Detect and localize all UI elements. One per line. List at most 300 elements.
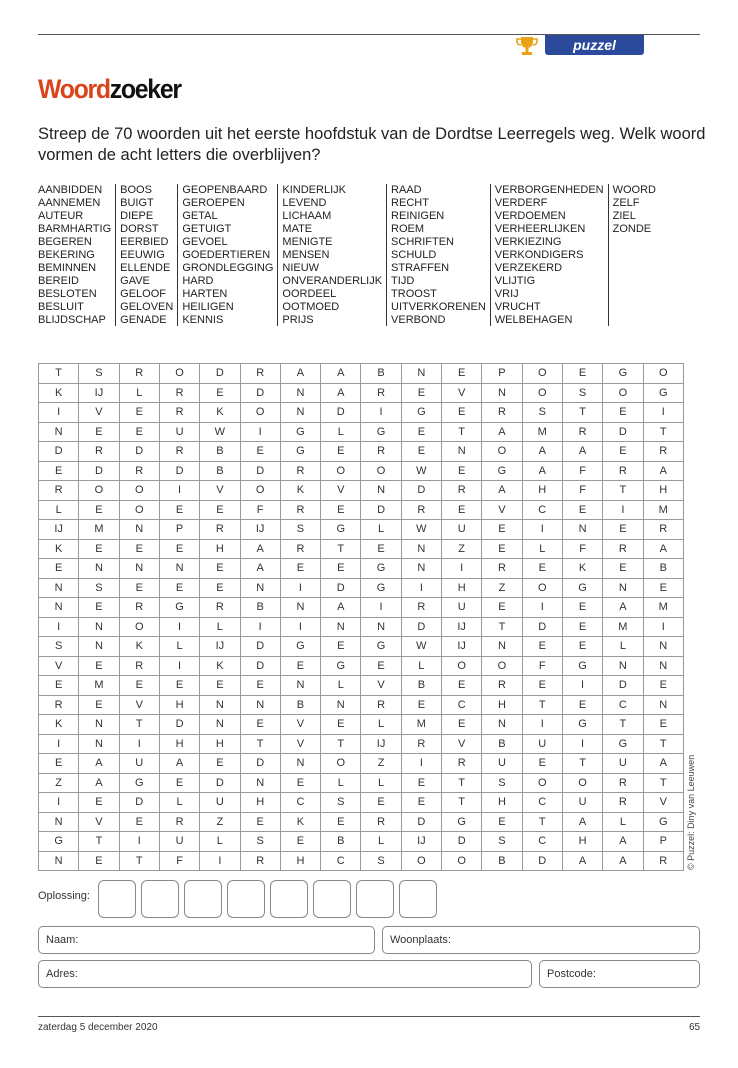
grid-cell[interactable]: I bbox=[401, 754, 441, 774]
grid-cell[interactable]: E bbox=[401, 793, 441, 813]
grid-cell[interactable]: R bbox=[603, 773, 643, 793]
grid-cell[interactable]: A bbox=[321, 364, 361, 384]
grid-cell[interactable]: O bbox=[119, 617, 159, 637]
grid-cell[interactable]: E bbox=[522, 754, 562, 774]
grid-cell[interactable]: E bbox=[321, 442, 361, 462]
grid-cell[interactable]: A bbox=[643, 461, 683, 481]
grid-cell[interactable]: D bbox=[240, 754, 280, 774]
grid-cell[interactable]: E bbox=[562, 617, 602, 637]
grid-cell[interactable]: H bbox=[482, 695, 522, 715]
grid-cell[interactable]: I bbox=[643, 403, 683, 423]
grid-cell[interactable]: E bbox=[280, 656, 320, 676]
grid-cell[interactable]: V bbox=[79, 403, 119, 423]
grid-cell[interactable]: H bbox=[482, 793, 522, 813]
grid-cell[interactable]: N bbox=[39, 598, 79, 618]
address-field[interactable] bbox=[38, 960, 532, 988]
grid-cell[interactable]: Z bbox=[200, 812, 240, 832]
grid-cell[interactable]: N bbox=[240, 578, 280, 598]
grid-cell[interactable]: L bbox=[603, 637, 643, 657]
grid-cell[interactable]: D bbox=[401, 481, 441, 501]
grid-cell[interactable]: R bbox=[401, 734, 441, 754]
city-field[interactable] bbox=[382, 926, 700, 954]
grid-cell[interactable]: D bbox=[603, 676, 643, 696]
grid-cell[interactable]: G bbox=[119, 773, 159, 793]
grid-cell[interactable]: E bbox=[79, 539, 119, 559]
grid-cell[interactable]: N bbox=[79, 559, 119, 579]
grid-cell[interactable]: E bbox=[240, 812, 280, 832]
grid-cell[interactable]: R bbox=[361, 383, 401, 403]
grid-cell[interactable]: Z bbox=[482, 578, 522, 598]
grid-cell[interactable]: I bbox=[361, 598, 401, 618]
grid-cell[interactable]: E bbox=[200, 676, 240, 696]
grid-cell[interactable]: G bbox=[280, 422, 320, 442]
grid-cell[interactable]: T bbox=[119, 715, 159, 735]
grid-cell[interactable]: K bbox=[562, 559, 602, 579]
grid-cell[interactable]: D bbox=[79, 461, 119, 481]
grid-cell[interactable]: I bbox=[361, 403, 401, 423]
grid-cell[interactable]: L bbox=[603, 812, 643, 832]
grid-cell[interactable]: H bbox=[562, 832, 602, 852]
grid-cell[interactable]: L bbox=[361, 773, 401, 793]
grid-cell[interactable]: R bbox=[482, 676, 522, 696]
grid-cell[interactable]: E bbox=[280, 773, 320, 793]
grid-cell[interactable]: Z bbox=[39, 773, 79, 793]
name-field[interactable] bbox=[38, 926, 375, 954]
grid-cell[interactable]: O bbox=[643, 364, 683, 384]
grid-cell[interactable]: C bbox=[522, 832, 562, 852]
grid-cell[interactable]: L bbox=[159, 793, 199, 813]
grid-cell[interactable]: E bbox=[79, 598, 119, 618]
grid-cell[interactable]: D bbox=[522, 617, 562, 637]
grid-cell[interactable]: E bbox=[119, 676, 159, 696]
grid-cell[interactable]: H bbox=[159, 695, 199, 715]
grid-cell[interactable]: A bbox=[321, 598, 361, 618]
grid-cell[interactable]: T bbox=[442, 422, 482, 442]
grid-cell[interactable]: O bbox=[442, 851, 482, 871]
grid-cell[interactable]: T bbox=[603, 715, 643, 735]
grid-cell[interactable]: R bbox=[119, 364, 159, 384]
grid-cell[interactable]: R bbox=[643, 520, 683, 540]
grid-cell[interactable]: A bbox=[240, 539, 280, 559]
grid-cell[interactable]: I bbox=[39, 793, 79, 813]
grid-cell[interactable]: E bbox=[522, 559, 562, 579]
grid-cell[interactable]: V bbox=[321, 481, 361, 501]
grid-cell[interactable]: H bbox=[643, 481, 683, 501]
grid-cell[interactable]: L bbox=[39, 500, 79, 520]
grid-cell[interactable]: N bbox=[562, 520, 602, 540]
grid-cell[interactable]: T bbox=[522, 812, 562, 832]
grid-cell[interactable]: E bbox=[603, 520, 643, 540]
grid-cell[interactable]: R bbox=[562, 422, 602, 442]
grid-cell[interactable]: N bbox=[603, 656, 643, 676]
grid-cell[interactable]: IJ bbox=[442, 617, 482, 637]
grid-cell[interactable]: O bbox=[79, 481, 119, 501]
grid-cell[interactable]: R bbox=[442, 481, 482, 501]
grid-cell[interactable]: V bbox=[39, 656, 79, 676]
grid-cell[interactable]: W bbox=[200, 422, 240, 442]
grid-cell[interactable]: E bbox=[39, 754, 79, 774]
grid-cell[interactable]: R bbox=[603, 539, 643, 559]
grid-cell[interactable]: E bbox=[119, 422, 159, 442]
grid-cell[interactable]: I bbox=[240, 422, 280, 442]
grid-cell[interactable]: E bbox=[442, 364, 482, 384]
solution-box[interactable] bbox=[399, 880, 437, 918]
grid-cell[interactable]: M bbox=[522, 422, 562, 442]
grid-cell[interactable]: T bbox=[321, 539, 361, 559]
grid-cell[interactable]: V bbox=[643, 793, 683, 813]
grid-cell[interactable]: I bbox=[280, 578, 320, 598]
grid-cell[interactable]: U bbox=[442, 598, 482, 618]
grid-cell[interactable]: N bbox=[280, 403, 320, 423]
grid-cell[interactable]: D bbox=[240, 461, 280, 481]
grid-cell[interactable]: T bbox=[603, 481, 643, 501]
grid-cell[interactable]: O bbox=[562, 773, 602, 793]
grid-cell[interactable]: E bbox=[321, 500, 361, 520]
grid-cell[interactable]: L bbox=[321, 422, 361, 442]
grid-cell[interactable]: F bbox=[562, 539, 602, 559]
grid-cell[interactable]: S bbox=[522, 403, 562, 423]
grid-cell[interactable]: M bbox=[603, 617, 643, 637]
grid-cell[interactable]: V bbox=[79, 812, 119, 832]
grid-cell[interactable]: R bbox=[361, 812, 401, 832]
grid-cell[interactable]: G bbox=[401, 403, 441, 423]
grid-cell[interactable]: IJ bbox=[361, 734, 401, 754]
grid-cell[interactable]: B bbox=[482, 734, 522, 754]
grid-cell[interactable]: N bbox=[401, 364, 441, 384]
grid-cell[interactable]: S bbox=[562, 383, 602, 403]
grid-cell[interactable]: T bbox=[482, 617, 522, 637]
grid-cell[interactable]: E bbox=[482, 812, 522, 832]
grid-cell[interactable]: B bbox=[240, 598, 280, 618]
grid-cell[interactable]: N bbox=[321, 617, 361, 637]
grid-cell[interactable]: D bbox=[200, 364, 240, 384]
grid-cell[interactable]: S bbox=[39, 637, 79, 657]
grid-cell[interactable]: F bbox=[522, 656, 562, 676]
grid-cell[interactable]: K bbox=[39, 383, 79, 403]
grid-cell[interactable]: V bbox=[280, 715, 320, 735]
grid-cell[interactable]: K bbox=[280, 812, 320, 832]
grid-cell[interactable]: R bbox=[200, 598, 240, 618]
grid-cell[interactable]: K bbox=[200, 403, 240, 423]
grid-cell[interactable]: K bbox=[200, 656, 240, 676]
grid-cell[interactable]: Z bbox=[361, 754, 401, 774]
grid-cell[interactable]: B bbox=[321, 832, 361, 852]
grid-cell[interactable]: B bbox=[200, 461, 240, 481]
grid-cell[interactable]: T bbox=[119, 851, 159, 871]
grid-cell[interactable]: S bbox=[79, 578, 119, 598]
grid-cell[interactable]: C bbox=[522, 500, 562, 520]
grid-cell[interactable]: I bbox=[39, 734, 79, 754]
grid-cell[interactable]: N bbox=[79, 715, 119, 735]
grid-cell[interactable]: L bbox=[321, 773, 361, 793]
grid-cell[interactable]: I bbox=[119, 734, 159, 754]
grid-cell[interactable]: E bbox=[603, 442, 643, 462]
grid-cell[interactable]: R bbox=[79, 442, 119, 462]
grid-cell[interactable]: I bbox=[39, 403, 79, 423]
grid-cell[interactable]: E bbox=[442, 403, 482, 423]
grid-cell[interactable]: G bbox=[39, 832, 79, 852]
grid-cell[interactable]: N bbox=[159, 559, 199, 579]
grid-cell[interactable]: N bbox=[482, 383, 522, 403]
grid-cell[interactable]: N bbox=[79, 617, 119, 637]
grid-cell[interactable]: E bbox=[361, 539, 401, 559]
grid-cell[interactable]: U bbox=[603, 754, 643, 774]
grid-cell[interactable]: K bbox=[39, 715, 79, 735]
grid-cell[interactable]: N bbox=[280, 676, 320, 696]
grid-cell[interactable]: F bbox=[240, 500, 280, 520]
grid-cell[interactable]: C bbox=[321, 851, 361, 871]
grid-cell[interactable]: IJ bbox=[39, 520, 79, 540]
grid-cell[interactable]: I bbox=[159, 481, 199, 501]
grid-cell[interactable]: O bbox=[240, 481, 280, 501]
grid-cell[interactable]: N bbox=[643, 695, 683, 715]
grid-cell[interactable]: O bbox=[603, 383, 643, 403]
grid-cell[interactable]: R bbox=[482, 403, 522, 423]
grid-cell[interactable]: A bbox=[79, 773, 119, 793]
grid-cell[interactable]: S bbox=[361, 851, 401, 871]
grid-cell[interactable]: O bbox=[321, 461, 361, 481]
grid-cell[interactable]: H bbox=[159, 734, 199, 754]
grid-cell[interactable]: L bbox=[119, 383, 159, 403]
grid-cell[interactable]: N bbox=[119, 559, 159, 579]
grid-cell[interactable]: D bbox=[603, 422, 643, 442]
grid-cell[interactable]: O bbox=[119, 500, 159, 520]
grid-cell[interactable]: A bbox=[482, 481, 522, 501]
grid-cell[interactable]: E bbox=[401, 383, 441, 403]
grid-cell[interactable]: R bbox=[159, 442, 199, 462]
grid-cell[interactable]: M bbox=[79, 676, 119, 696]
grid-cell[interactable]: B bbox=[280, 695, 320, 715]
grid-cell[interactable]: R bbox=[280, 500, 320, 520]
grid-cell[interactable]: O bbox=[482, 442, 522, 462]
grid-cell[interactable]: O bbox=[482, 656, 522, 676]
grid-cell[interactable]: T bbox=[321, 734, 361, 754]
grid-cell[interactable]: V bbox=[442, 383, 482, 403]
grid-cell[interactable]: U bbox=[482, 754, 522, 774]
grid-cell[interactable]: E bbox=[442, 500, 482, 520]
grid-cell[interactable]: E bbox=[643, 715, 683, 735]
grid-cell[interactable]: R bbox=[240, 851, 280, 871]
grid-cell[interactable]: O bbox=[522, 578, 562, 598]
grid-cell[interactable]: E bbox=[401, 442, 441, 462]
grid-cell[interactable]: D bbox=[159, 715, 199, 735]
grid-cell[interactable]: A bbox=[562, 442, 602, 462]
grid-cell[interactable]: U bbox=[200, 793, 240, 813]
grid-cell[interactable]: F bbox=[562, 461, 602, 481]
grid-cell[interactable]: V bbox=[361, 676, 401, 696]
grid-cell[interactable]: E bbox=[562, 695, 602, 715]
grid-cell[interactable]: G bbox=[361, 422, 401, 442]
grid-cell[interactable]: IJ bbox=[442, 637, 482, 657]
grid-cell[interactable]: E bbox=[200, 578, 240, 598]
grid-cell[interactable]: R bbox=[39, 481, 79, 501]
grid-cell[interactable]: A bbox=[603, 598, 643, 618]
grid-cell[interactable]: E bbox=[522, 676, 562, 696]
grid-cell[interactable]: L bbox=[200, 832, 240, 852]
grid-cell[interactable]: E bbox=[643, 578, 683, 598]
grid-cell[interactable]: K bbox=[280, 481, 320, 501]
grid-cell[interactable]: K bbox=[39, 539, 79, 559]
grid-cell[interactable]: D bbox=[401, 617, 441, 637]
grid-cell[interactable]: D bbox=[442, 832, 482, 852]
grid-cell[interactable]: R bbox=[159, 812, 199, 832]
grid-cell[interactable]: E bbox=[643, 676, 683, 696]
grid-cell[interactable]: C bbox=[280, 793, 320, 813]
grid-cell[interactable]: A bbox=[522, 442, 562, 462]
grid-cell[interactable]: D bbox=[119, 442, 159, 462]
grid-cell[interactable]: N bbox=[200, 715, 240, 735]
grid-cell[interactable]: V bbox=[119, 695, 159, 715]
grid-cell[interactable]: D bbox=[522, 851, 562, 871]
grid-cell[interactable]: W bbox=[401, 637, 441, 657]
grid-cell[interactable]: H bbox=[200, 539, 240, 559]
grid-cell[interactable]: D bbox=[361, 500, 401, 520]
grid-cell[interactable]: R bbox=[603, 461, 643, 481]
grid-cell[interactable]: E bbox=[39, 559, 79, 579]
grid-cell[interactable]: I bbox=[522, 598, 562, 618]
grid-cell[interactable]: E bbox=[240, 715, 280, 735]
grid-cell[interactable]: A bbox=[280, 364, 320, 384]
grid-cell[interactable]: E bbox=[200, 500, 240, 520]
grid-cell[interactable]: N bbox=[482, 715, 522, 735]
grid-cell[interactable]: E bbox=[401, 695, 441, 715]
grid-cell[interactable]: IJ bbox=[401, 832, 441, 852]
grid-cell[interactable]: O bbox=[522, 364, 562, 384]
grid-cell[interactable]: F bbox=[159, 851, 199, 871]
grid-cell[interactable]: A bbox=[603, 851, 643, 871]
grid-cell[interactable]: B bbox=[200, 442, 240, 462]
grid-cell[interactable]: W bbox=[401, 520, 441, 540]
grid-cell[interactable]: T bbox=[643, 734, 683, 754]
grid-cell[interactable]: E bbox=[79, 500, 119, 520]
grid-cell[interactable]: A bbox=[562, 851, 602, 871]
grid-cell[interactable]: E bbox=[442, 676, 482, 696]
grid-cell[interactable]: E bbox=[79, 656, 119, 676]
grid-cell[interactable]: U bbox=[522, 734, 562, 754]
grid-cell[interactable]: T bbox=[562, 754, 602, 774]
grid-cell[interactable]: E bbox=[119, 403, 159, 423]
grid-cell[interactable]: E bbox=[280, 559, 320, 579]
grid-cell[interactable]: E bbox=[159, 500, 199, 520]
grid-cell[interactable]: B bbox=[361, 364, 401, 384]
grid-cell[interactable]: G bbox=[159, 598, 199, 618]
grid-cell[interactable]: E bbox=[442, 461, 482, 481]
grid-cell[interactable]: N bbox=[39, 578, 79, 598]
grid-cell[interactable]: S bbox=[280, 520, 320, 540]
grid-cell[interactable]: I bbox=[603, 500, 643, 520]
grid-cell[interactable]: L bbox=[401, 656, 441, 676]
grid-cell[interactable]: S bbox=[79, 364, 119, 384]
grid-cell[interactable]: E bbox=[79, 851, 119, 871]
grid-cell[interactable]: G bbox=[321, 656, 361, 676]
grid-cell[interactable]: B bbox=[401, 676, 441, 696]
grid-cell[interactable]: T bbox=[39, 364, 79, 384]
grid-cell[interactable]: D bbox=[240, 383, 280, 403]
grid-cell[interactable]: R bbox=[119, 598, 159, 618]
grid-cell[interactable]: T bbox=[79, 832, 119, 852]
grid-cell[interactable]: T bbox=[240, 734, 280, 754]
grid-cell[interactable]: S bbox=[321, 793, 361, 813]
grid-cell[interactable]: L bbox=[361, 715, 401, 735]
grid-cell[interactable]: O bbox=[159, 364, 199, 384]
grid-cell[interactable]: A bbox=[522, 461, 562, 481]
grid-cell[interactable]: G bbox=[280, 637, 320, 657]
grid-cell[interactable]: V bbox=[280, 734, 320, 754]
grid-cell[interactable]: E bbox=[482, 539, 522, 559]
grid-cell[interactable]: G bbox=[361, 637, 401, 657]
grid-cell[interactable]: T bbox=[522, 695, 562, 715]
grid-cell[interactable]: I bbox=[522, 520, 562, 540]
grid-cell[interactable]: I bbox=[562, 734, 602, 754]
grid-cell[interactable]: I bbox=[280, 617, 320, 637]
grid-cell[interactable]: E bbox=[159, 578, 199, 598]
grid-cell[interactable]: D bbox=[401, 812, 441, 832]
grid-cell[interactable]: N bbox=[39, 812, 79, 832]
grid-cell[interactable]: IJ bbox=[240, 520, 280, 540]
postcode-field[interactable] bbox=[539, 960, 700, 988]
grid-cell[interactable]: E bbox=[401, 422, 441, 442]
grid-cell[interactable]: G bbox=[482, 461, 522, 481]
grid-cell[interactable]: D bbox=[119, 793, 159, 813]
grid-cell[interactable]: C bbox=[442, 695, 482, 715]
grid-cell[interactable]: U bbox=[159, 422, 199, 442]
grid-cell[interactable]: M bbox=[401, 715, 441, 735]
grid-cell[interactable]: O bbox=[119, 481, 159, 501]
grid-cell[interactable]: U bbox=[442, 520, 482, 540]
grid-cell[interactable]: E bbox=[401, 773, 441, 793]
grid-cell[interactable]: R bbox=[401, 500, 441, 520]
grid-cell[interactable]: S bbox=[240, 832, 280, 852]
grid-cell[interactable]: E bbox=[562, 598, 602, 618]
grid-cell[interactable]: T bbox=[643, 422, 683, 442]
grid-cell[interactable]: R bbox=[280, 539, 320, 559]
grid-cell[interactable]: I bbox=[240, 617, 280, 637]
grid-cell[interactable]: D bbox=[39, 442, 79, 462]
grid-cell[interactable]: E bbox=[321, 559, 361, 579]
grid-cell[interactable]: N bbox=[39, 851, 79, 871]
grid-cell[interactable]: E bbox=[562, 364, 602, 384]
grid-cell[interactable]: R bbox=[159, 403, 199, 423]
grid-cell[interactable]: E bbox=[562, 637, 602, 657]
grid-cell[interactable]: V bbox=[442, 734, 482, 754]
grid-cell[interactable]: B bbox=[482, 851, 522, 871]
grid-cell[interactable]: M bbox=[643, 598, 683, 618]
grid-cell[interactable]: S bbox=[482, 832, 522, 852]
grid-cell[interactable]: I bbox=[119, 832, 159, 852]
grid-cell[interactable]: D bbox=[321, 578, 361, 598]
grid-cell[interactable]: O bbox=[361, 461, 401, 481]
grid-cell[interactable]: E bbox=[280, 832, 320, 852]
grid-cell[interactable]: R bbox=[442, 754, 482, 774]
grid-cell[interactable]: E bbox=[79, 793, 119, 813]
grid-cell[interactable]: I bbox=[39, 617, 79, 637]
grid-cell[interactable]: E bbox=[79, 422, 119, 442]
grid-cell[interactable]: E bbox=[442, 715, 482, 735]
solution-box[interactable] bbox=[227, 880, 265, 918]
grid-cell[interactable]: U bbox=[562, 793, 602, 813]
grid-cell[interactable]: G bbox=[643, 383, 683, 403]
grid-cell[interactable]: U bbox=[119, 754, 159, 774]
grid-cell[interactable]: P bbox=[482, 364, 522, 384]
solution-box[interactable] bbox=[313, 880, 351, 918]
grid-cell[interactable]: I bbox=[200, 851, 240, 871]
grid-cell[interactable]: R bbox=[361, 695, 401, 715]
grid-cell[interactable]: G bbox=[562, 656, 602, 676]
grid-cell[interactable]: N bbox=[280, 754, 320, 774]
grid-cell[interactable]: L bbox=[200, 617, 240, 637]
grid-cell[interactable]: A bbox=[79, 754, 119, 774]
grid-cell[interactable]: W bbox=[401, 461, 441, 481]
